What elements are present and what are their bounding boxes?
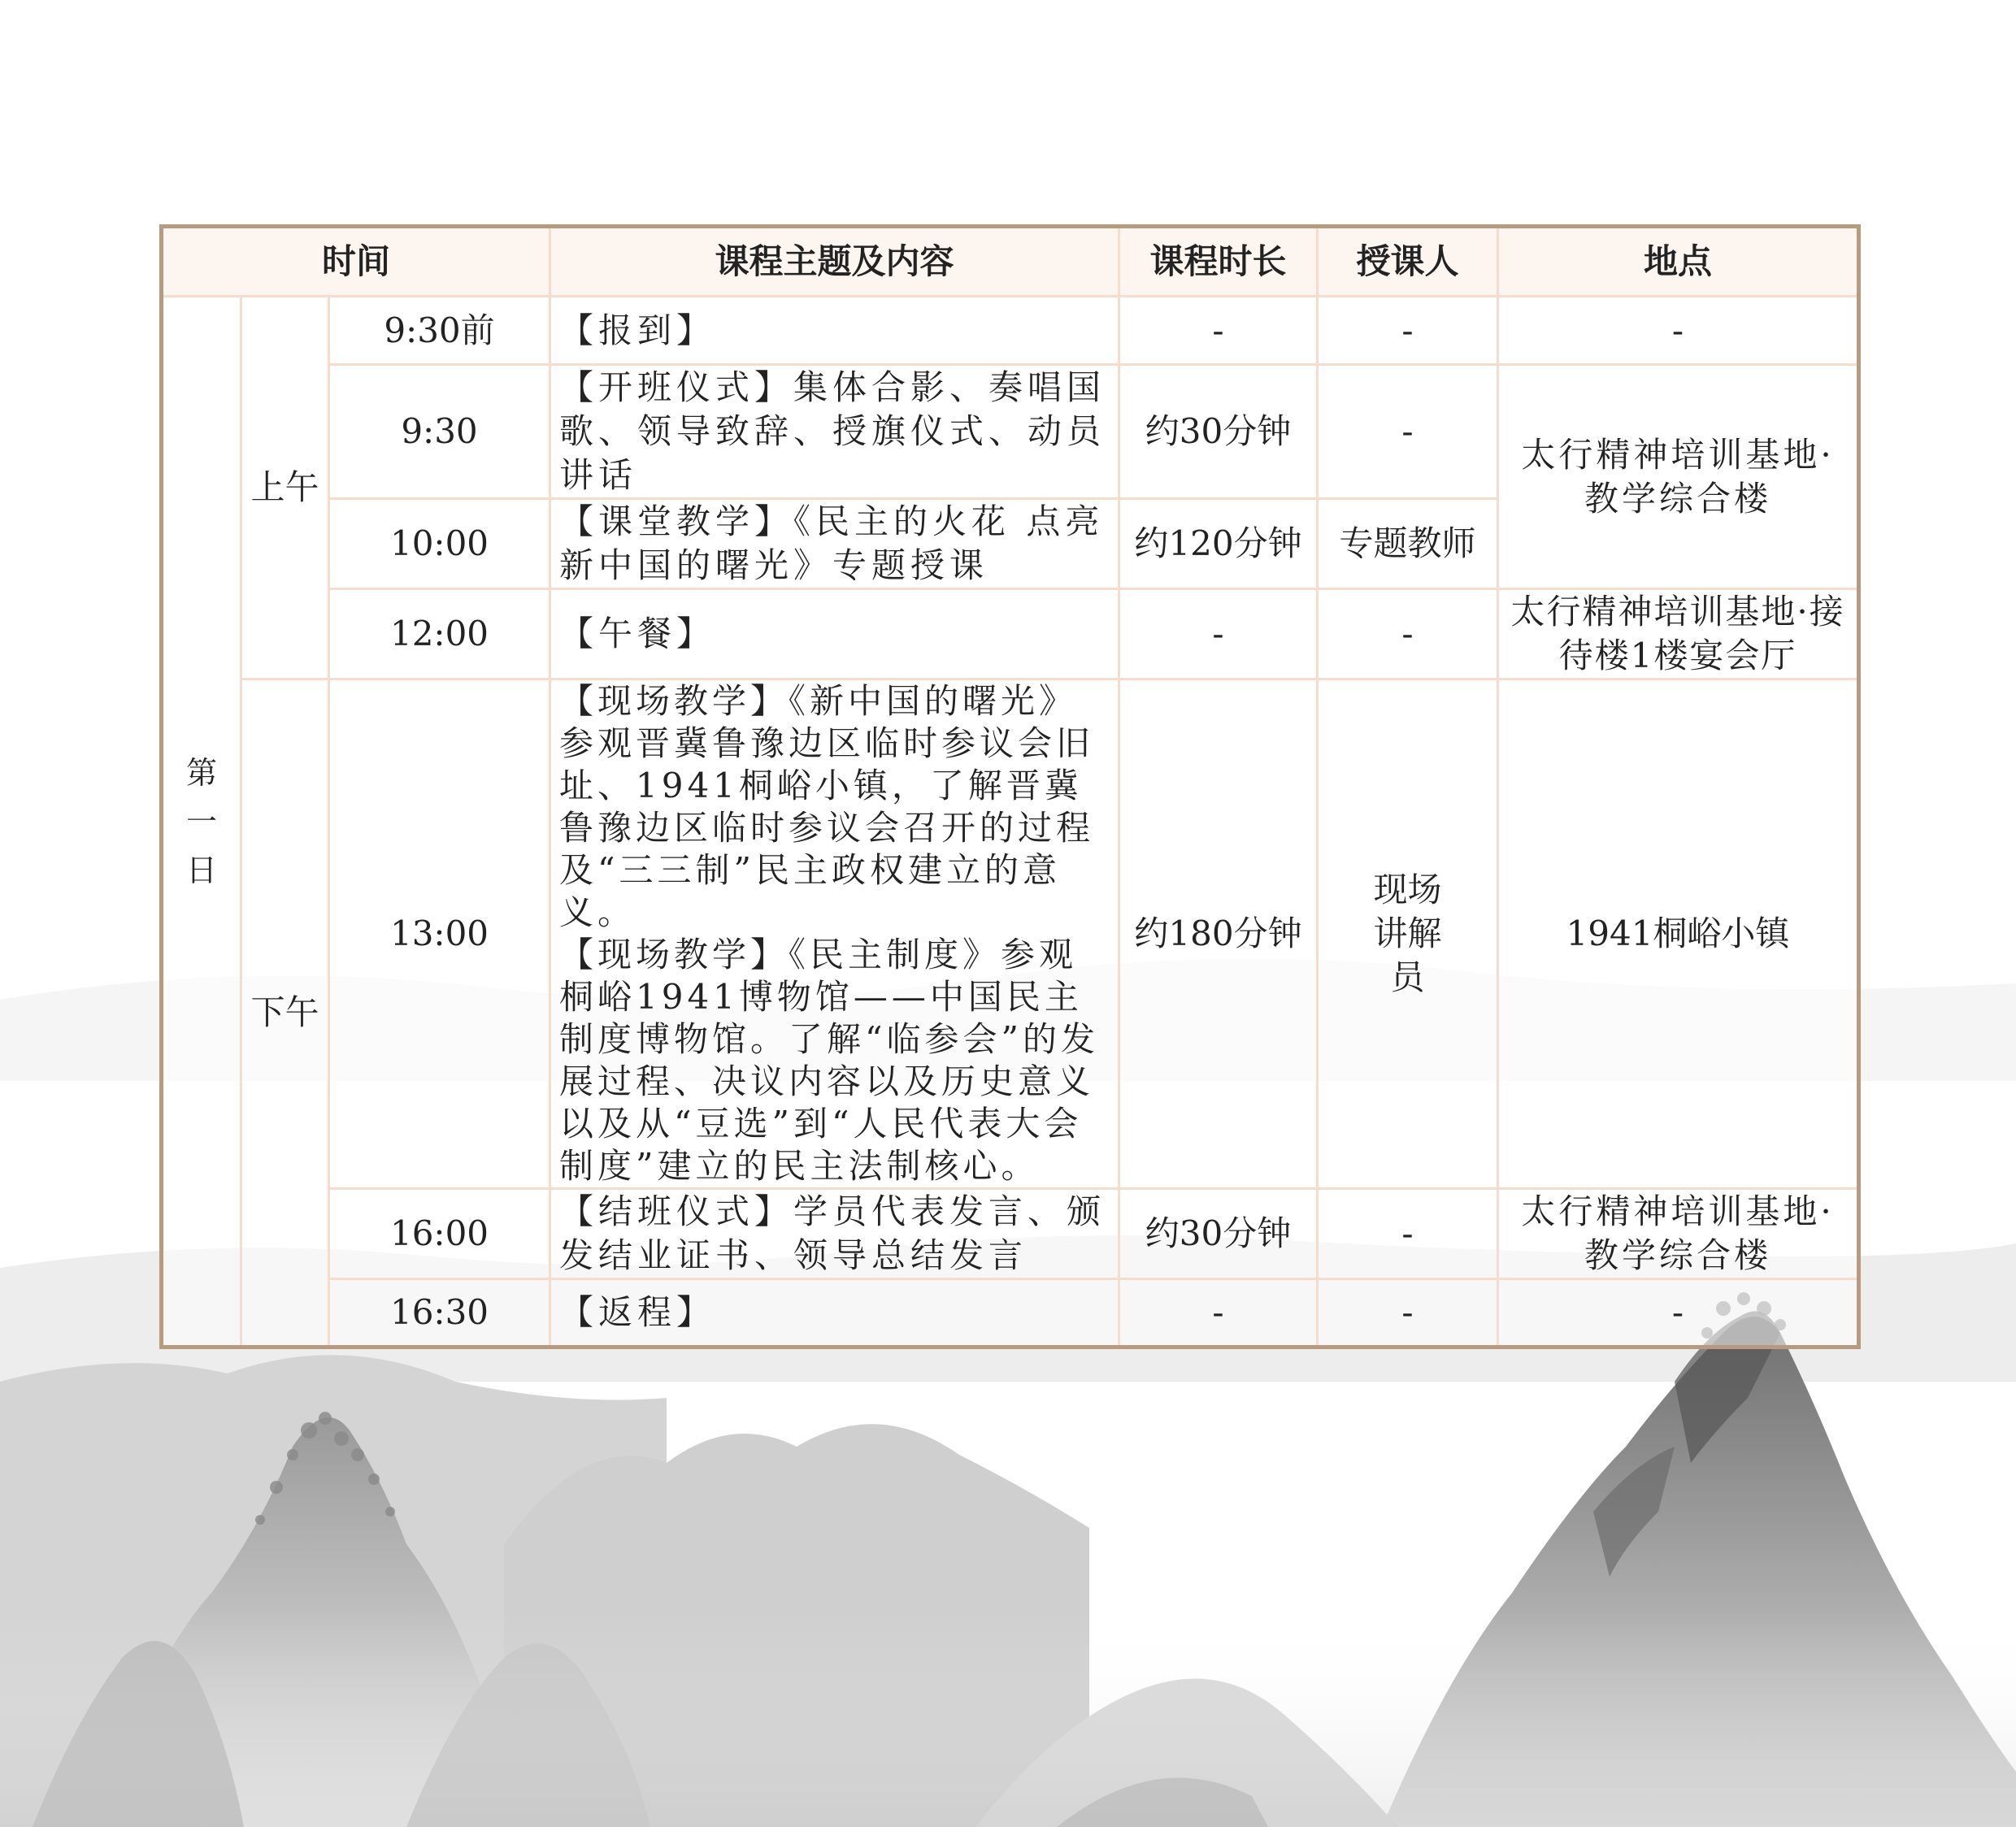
table-row	[162, 1279, 1859, 1347]
time-cell: 9:30	[329, 365, 550, 499]
location-cell: 1941桐峪小镇	[1498, 679, 1859, 1189]
header-row	[162, 227, 1859, 297]
content-cell: 【返程】	[550, 1279, 1119, 1347]
schedule-table	[159, 224, 1861, 1349]
location-cell: 太行精神培训基地·教学综合楼	[1498, 365, 1859, 589]
duration-cell: 约30分钟	[1119, 365, 1318, 499]
content-cell: 【开班仪式】集体合影、奏唱国歌、领导致辞、授旗仪式、动员讲话	[550, 365, 1119, 499]
instructor-cell: -	[1318, 297, 1498, 365]
instructor-cell: -	[1318, 365, 1498, 499]
duration-cell: -	[1119, 297, 1318, 365]
header-topic: 课程主题及内容	[550, 227, 1119, 297]
time-cell: 13:00	[329, 679, 550, 1189]
table-row	[162, 589, 1859, 679]
table-row	[162, 297, 1859, 365]
instructor-cell: -	[1318, 1279, 1498, 1347]
header-time: 时间	[162, 227, 550, 297]
instructor-cell: -	[1318, 589, 1498, 679]
header-location: 地点	[1498, 227, 1859, 297]
content-cell: 【课堂教学】《民主的火花 点亮新中国的曙光》专题授课	[550, 499, 1119, 589]
day-label-cell	[162, 297, 241, 1347]
instructor-cell: -	[1318, 1189, 1498, 1279]
location-cell: 太行精神培训基地·接待楼1楼宴会厅	[1498, 589, 1859, 679]
duration-cell: -	[1119, 1279, 1318, 1347]
table-row	[162, 1189, 1859, 1279]
content-cell: 【报到】	[550, 297, 1119, 365]
instructor-cell: 现场讲解员	[1318, 679, 1498, 1189]
duration-cell: -	[1119, 589, 1318, 679]
duration-cell: 约180分钟	[1119, 679, 1318, 1189]
period-morning: 上午	[241, 297, 329, 679]
table-row	[162, 365, 1859, 499]
time-cell: 16:00	[329, 1189, 550, 1279]
period-afternoon: 下午	[241, 679, 329, 1347]
duration-cell: 约120分钟	[1119, 499, 1318, 589]
instructor-cell: 专题教师	[1318, 499, 1498, 589]
location-cell: -	[1498, 297, 1859, 365]
location-cell: -	[1498, 1279, 1859, 1347]
header-instructor: 授课人	[1318, 227, 1498, 297]
time-cell: 10:00	[329, 499, 550, 589]
time-cell: 16:30	[329, 1279, 550, 1347]
time-cell: 12:00	[329, 589, 550, 679]
table-row	[162, 679, 1859, 1189]
content-cell: 【午餐】	[550, 589, 1119, 679]
content-cell: 【结班仪式】学员代表发言、颁发结业证书、领导总结发言	[550, 1189, 1119, 1279]
location-cell: 太行精神培训基地·教学综合楼	[1498, 1189, 1859, 1279]
time-cell: 9:30前	[329, 297, 550, 365]
day-label: 第一日	[185, 754, 217, 888]
duration-cell: 约30分钟	[1119, 1189, 1318, 1279]
content-cell: 【现场教学】《新中国的曙光》参观晋冀鲁豫边区临时参议会旧址、1941桐峪小镇，了解晋冀鲁豫边区临时参议会召开的过程及“三三制”民主政权建立的意义。 【现场教学】《民主制度》参观桐峪1941博物馆——中国民主制度博物馆。了解“临参会”的发展过程、决议内容以及历史意义以及从“豆选”到“人民代表大会制度”建立的民主法制核心。	[550, 679, 1119, 1189]
header-duration: 课程时长	[1119, 227, 1318, 297]
